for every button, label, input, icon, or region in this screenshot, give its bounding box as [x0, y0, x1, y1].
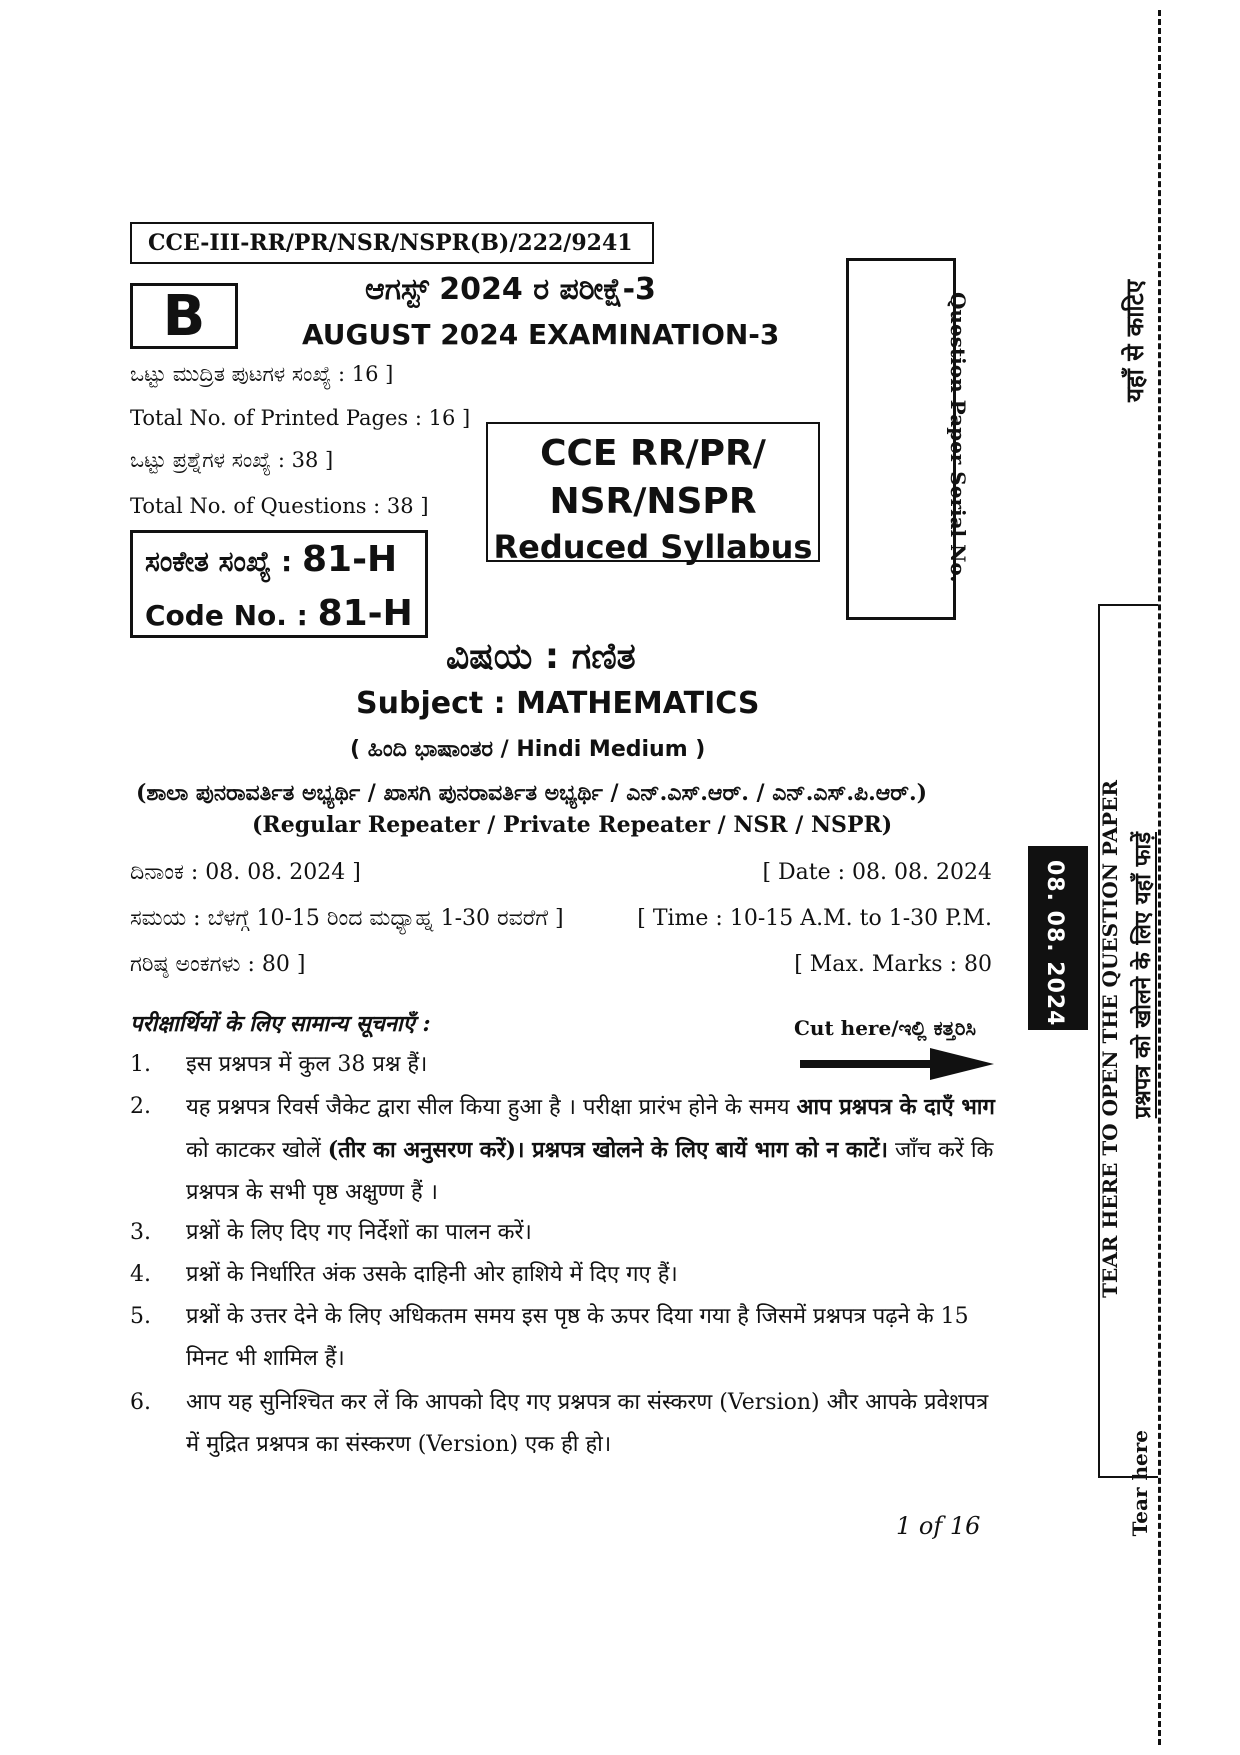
instruction-text: प्रश्नों के लिए दिए गए निर्देशों का पालन करें।	[186, 1220, 532, 1245]
instruction-text-part: यह प्रश्नपत्र रिवर्स जैकेट द्वारा सील किया हुआ है । परीक्षा प्रारंभ होने के समय	[186, 1095, 797, 1120]
cce-line-1: CCE RR/PR/	[540, 433, 766, 474]
cce-line-3: Reduced Syllabus	[493, 528, 813, 566]
instruction-item	[130, 1086, 996, 1214]
printed-pages-english: Total No. of Printed Pages : 16 ]	[130, 406, 471, 430]
cut-here-label: Cut here/ಇಲ್ಲಿ ಕತ್ತರಿಸಿ	[794, 1016, 977, 1040]
date-kannada: ದಿನಾಂಕ : 08. 08. 2024 ]	[130, 860, 361, 885]
instruction-number: 2.	[130, 1094, 151, 1119]
candidates-english: (Regular Repeater / Private Repeater / NSR / NSPR)	[252, 812, 893, 838]
instruction-number: 3.	[130, 1220, 151, 1245]
questions-count-kannada: ಒಟ್ಟು ಪ್ರಶ್ನೆಗಳ ಸಂಖ್ಯೆ : 38 ]	[130, 448, 334, 472]
tear-instruction-english: TEAR HERE TO OPEN THE QUESTION PAPER	[1098, 780, 1122, 1298]
code-row-kannada	[145, 533, 425, 587]
time-english: [ Time : 10-15 A.M. to 1-30 P.M.	[637, 906, 992, 931]
time-kannada: ಸಮಯ : ಬೆಳಗ್ಗೆ 10-15 ರಿಂದ ಮಧ್ಯಾಹ್ನ 1-30 ರವರೆಗೆ ]	[130, 906, 564, 931]
instruction-text-part: जाँच करें कि प्रश्नपत्र के सभी पृष्ठ अक्षुण्ण हैं ।	[186, 1138, 994, 1205]
instructions-heading: परीक्षार्थियों के लिए सामान्य सूचनाएँ :	[130, 1011, 431, 1037]
instruction-item	[130, 1212, 996, 1254]
printed-pages-kannada: ಒಟ್ಟು ಮುದ್ರಿತ ಪುಟಗಳ ಸಂಖ್ಯೆ : 16 ]	[130, 362, 394, 386]
tear-dashed-line[interactable]	[1158, 10, 1161, 1745]
instruction-number: 4.	[130, 1262, 151, 1287]
code-value-kannada: 81-H	[301, 539, 398, 580]
instruction-item	[130, 1382, 996, 1466]
tear-instruction-hindi: प्रश्नपत्र को खोलने के लिए यहाँ फाड़ें	[1130, 832, 1156, 1119]
subject-kannada: ವಿಷಯ : ಗಣಿತ	[446, 636, 636, 677]
candidates-kannada: (ಶಾಲಾ ಪುನರಾವರ್ತಿತ ಅಭ್ಯರ್ಥಿ / ಖಾಸಗಿ ಪುನರಾವರ್ತಿತ ಅಭ್ಯರ್ಥಿ / ಎನ್.ಎಸ್.ಆರ್. / ಎನ್.ಎಸ್.ಪಿ.ಆರ್.)	[136, 780, 928, 806]
instruction-bold-part: आप प्रश्नपत्र के दाएँ भाग	[796, 1094, 995, 1120]
instruction-text	[186, 1086, 996, 1214]
instruction-item	[130, 1254, 996, 1296]
instruction-number: 5.	[130, 1304, 151, 1329]
instruction-number: 6.	[130, 1390, 151, 1415]
instruction-bold-part: (तीर का अनुसरण करें)। प्रश्नपत्र खोलने के लिए बायें भाग को न काटें।	[327, 1137, 888, 1163]
exam-title-english: AUGUST 2024 EXAMINATION-3	[302, 318, 780, 351]
serial-number-box	[846, 258, 956, 620]
subject-english: Subject : MATHEMATICS	[356, 686, 760, 721]
exam-title-kannada: ಆಗಸ್ಟ್ 2024 ರ ಪರೀಕ್ಷೆ-3	[365, 272, 656, 307]
cce-syllabus-box	[486, 422, 820, 566]
serial-number-label: Question Paper Serial No.	[946, 292, 970, 583]
cce-line-2: NSR/NSPR	[549, 481, 757, 522]
page-number: 1 of 16	[896, 1512, 981, 1540]
medium-label: ( ಹಿಂದಿ ಭಾಷಾಂತರ / Hindi Medium )	[350, 737, 706, 762]
code-number-box	[130, 530, 428, 638]
date-strip-text: 08. 08. 2024	[1042, 860, 1067, 1027]
cut-label-hindi: यहाँ से काटिए	[1120, 280, 1149, 403]
marks-kannada: ಗರಿಷ್ಠ ಅಂಕಗಳು : 80 ]	[130, 952, 306, 977]
code-row-english	[145, 587, 425, 641]
instruction-text-part: को काटकर खोलें	[186, 1138, 328, 1163]
code-label-kannada: ಸಂಕೇತ ಸಂಖ್ಯೆ :	[145, 545, 293, 578]
instruction-item	[130, 1296, 996, 1380]
code-value-english: 81-H	[317, 593, 413, 634]
version-badge: B	[130, 283, 238, 349]
questions-count-english: Total No. of Questions : 38 ]	[130, 494, 429, 518]
instruction-text: आप यह सुनिश्चित कर लें कि आपको दिए गए प्रश्नपत्र का संस्करण (Version) और आपके प्रवेशपत्र में मुद्रित प्रश्नपत्र का संस्करण (Version) एक ही हो।	[186, 1390, 989, 1457]
paper-code: CCE-III-RR/PR/NSR/NSPR(B)/222/9241	[130, 222, 654, 264]
instruction-text: प्रश्नों के उत्तर देने के लिए अधिकतम समय इस पृष्ठ के ऊपर दिया गया है जिसमें प्रश्नपत्र पढ़ने के 15 मिनट भी शामिल हैं।	[186, 1304, 969, 1371]
marks-english: [ Max. Marks : 80	[794, 952, 992, 977]
instruction-number: 1.	[130, 1052, 151, 1077]
instruction-item	[130, 1044, 996, 1086]
instruction-text: प्रश्नों के निर्धारित अंक उसके दाहिनी ओर हाशिये में दिए गए हैं।	[186, 1262, 678, 1287]
date-english: [ Date : 08. 08. 2024	[762, 860, 992, 885]
date-strip	[1028, 846, 1088, 1030]
tear-here-label: Tear here	[1128, 1430, 1152, 1537]
instruction-text: इस प्रश्नपत्र में कुल 38 प्रश्न हैं।	[186, 1052, 428, 1077]
code-label-english: Code No. :	[145, 599, 308, 632]
